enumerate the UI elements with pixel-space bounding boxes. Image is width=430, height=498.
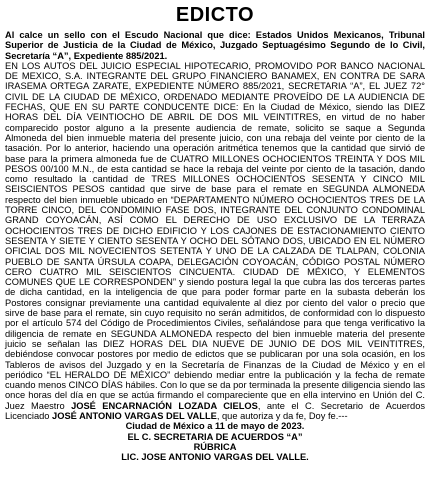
signature-label: RÚBRICA [193,441,237,452]
edict-body-paragraph [5,61,425,421]
judge-name: JOSÉ ENCARNACIÓN LOZADA CIELOS [71,400,258,411]
body-text-part-3: , que autoriza y da fe, Doy fe.--- [216,410,348,421]
date-line: Ciudad de México a 11 de mayo de 2023. [125,421,305,432]
body-text-part-1: EN LOS AUTOS DEL JUICIO ESPECIAL HIPOTECARIO, PROMOVIDO POR BANCO NACIONAL DE MEXICO, S.A. INTEGRANTE DEL GRUPO FINANCIERO BANAMEX, EN CONTRA DE SARA IRASEMA ORTEGA ZARATE, EXPEDIENTE NÚMERO 885/2021, SECRETARIA “A”, EL JUEZ 72° CIVIL DE LA CIUDAD DE MÉXICO, ORDENADO MEDIANTE PROVEÍDO DE LA AUDIENCIA DE FECHAS, QUE EN SU PARTE CONDUCENTE DICE: En la Ciudad de México, siendo las DIEZ HORAS DEL DÍA VEINTIOCHO DE ABRIL DE DOS MIL VEINTITRES, en virtud de no haber comparecido postor alguno a la presente audiencia de remate, solicito se saque a Segunda Almoneda del bien inmueble materia del presente juicio, con una rebaja del veinte por ciento de la tasación. Por lo anterior, haciendo una operación aritmética tenemos que la cantidad que sirvió de base para la primera almoneda fue de CUATRO MILLONES OCHOCIENTOS TREINTA Y DOS MIL PESOS 00/100 M.N., de esta cantidad se hace la rebaja del veinte por ciento de la tasación, dando como resultado la cantidad de TRES MILLONES OCHOCIENTOS SESENTA Y CINCO MIL SEISCIENTOS PESOS cantidad que sirve de base para el remate en SEGUNDA ALMONEDA respecto del bien inmueble ubicado en “DEPARTAMENTO NÚMERO OCHOCIENTOS TRES DE LA TORRE CINCO, DEL CONDOMINIO FASE DOS, INTEGRANTE DEL CONJUNTO CONDOMINAL GRAND COYOACÁN, ASÍ COMO EL DERECHO DE USO EXCLUSIVO DE LA TERRAZA OCHOCIENTOS TRES DE DICHO EDIFICIO Y LOS CAJONES DE ESTACIONAMIENTO CIENTO SESENTA Y SIETE Y CIENTO SESENTA Y OCHO DEL SÓTANO DOS, UBICADO EN EL NÚMERO OFICIAL DOS MIL NOVECIENTOS SETENTA Y UNO DE LA CALZADA DE TLALPAN, COLONIA PUEBLO DE SANTA ÚRSULA COAPA, DELEGACIÓN COYOACÁN, CÓDIGO POSTAL NÚMERO CERO CUATRO MIL SEISCIENTOS CINCUENTA. CIUDAD DE MÉXICO, Y ELEMENTOS COMUNES QUE LE CORRESPONDEN” y siendo postura legal la que cubra las dos terceras partes de dicha cantidad, en la inteligencia de que para poder formar parte en la subasta deberán los Postores consignar previamente una cantidad equivalente al diez por ciento del valor o precio que sirve de base para el remate, sin cuyo requisito no serán admitidos, de conformidad con lo dispuesto por el artículo 574 del Código de Procedimientos Civiles, señalándose para que tenga verificativo la diligencia de remate en SEGUNDA ALMONEDA respecto del bien inmueble materia del presente juicio se señalan las DIEZ HORAS DEL DIA NUEVE DE JUNIO DE DOS MIL VEINTITRES, debiéndose convocar postores por medio de edictos que se publicaran por una sola ocasión, en los Tableros de avisos del Juzgado y en la Secretaría de Finanzas de la Ciudad de México y en el periódico “EL HERALDO DE MÉXICO” debiendo mediar entre la publicación y la fecha de remate cuando menos CINCO DÍAS hábiles. Con lo que se da por terminada la presente diligencia siendo las once horas del día en que se actúa firmando el compareciente que en ella intervino en Unión del C. Juez Maestro [5,60,425,411]
signer-line: LIC. JOSE ANTONIO VARGAS DEL VALLE. [121,452,309,463]
edict-title: EDICTO [175,4,255,26]
seal-intro-paragraph: Al calce un sello con el Escudo Nacional que dice: Estados Unidos Mexicanos, Tribunal Superior de Justicia de la Ciudad de México, Juzgado Septuagésimo Segundo de lo Civil, Secretaría “A”, Expediente 885/2021. [5,30,425,61]
body-text-part-2: , ante el C. Secretario de Acuerdos Licenciado [5,400,426,421]
role-line: EL C. SECRETARIA DE ACUERDOS “A” [127,431,303,442]
secretary-name-inline: JOSÉ ANTONIO VARGAS DEL VALLE [52,410,217,421]
